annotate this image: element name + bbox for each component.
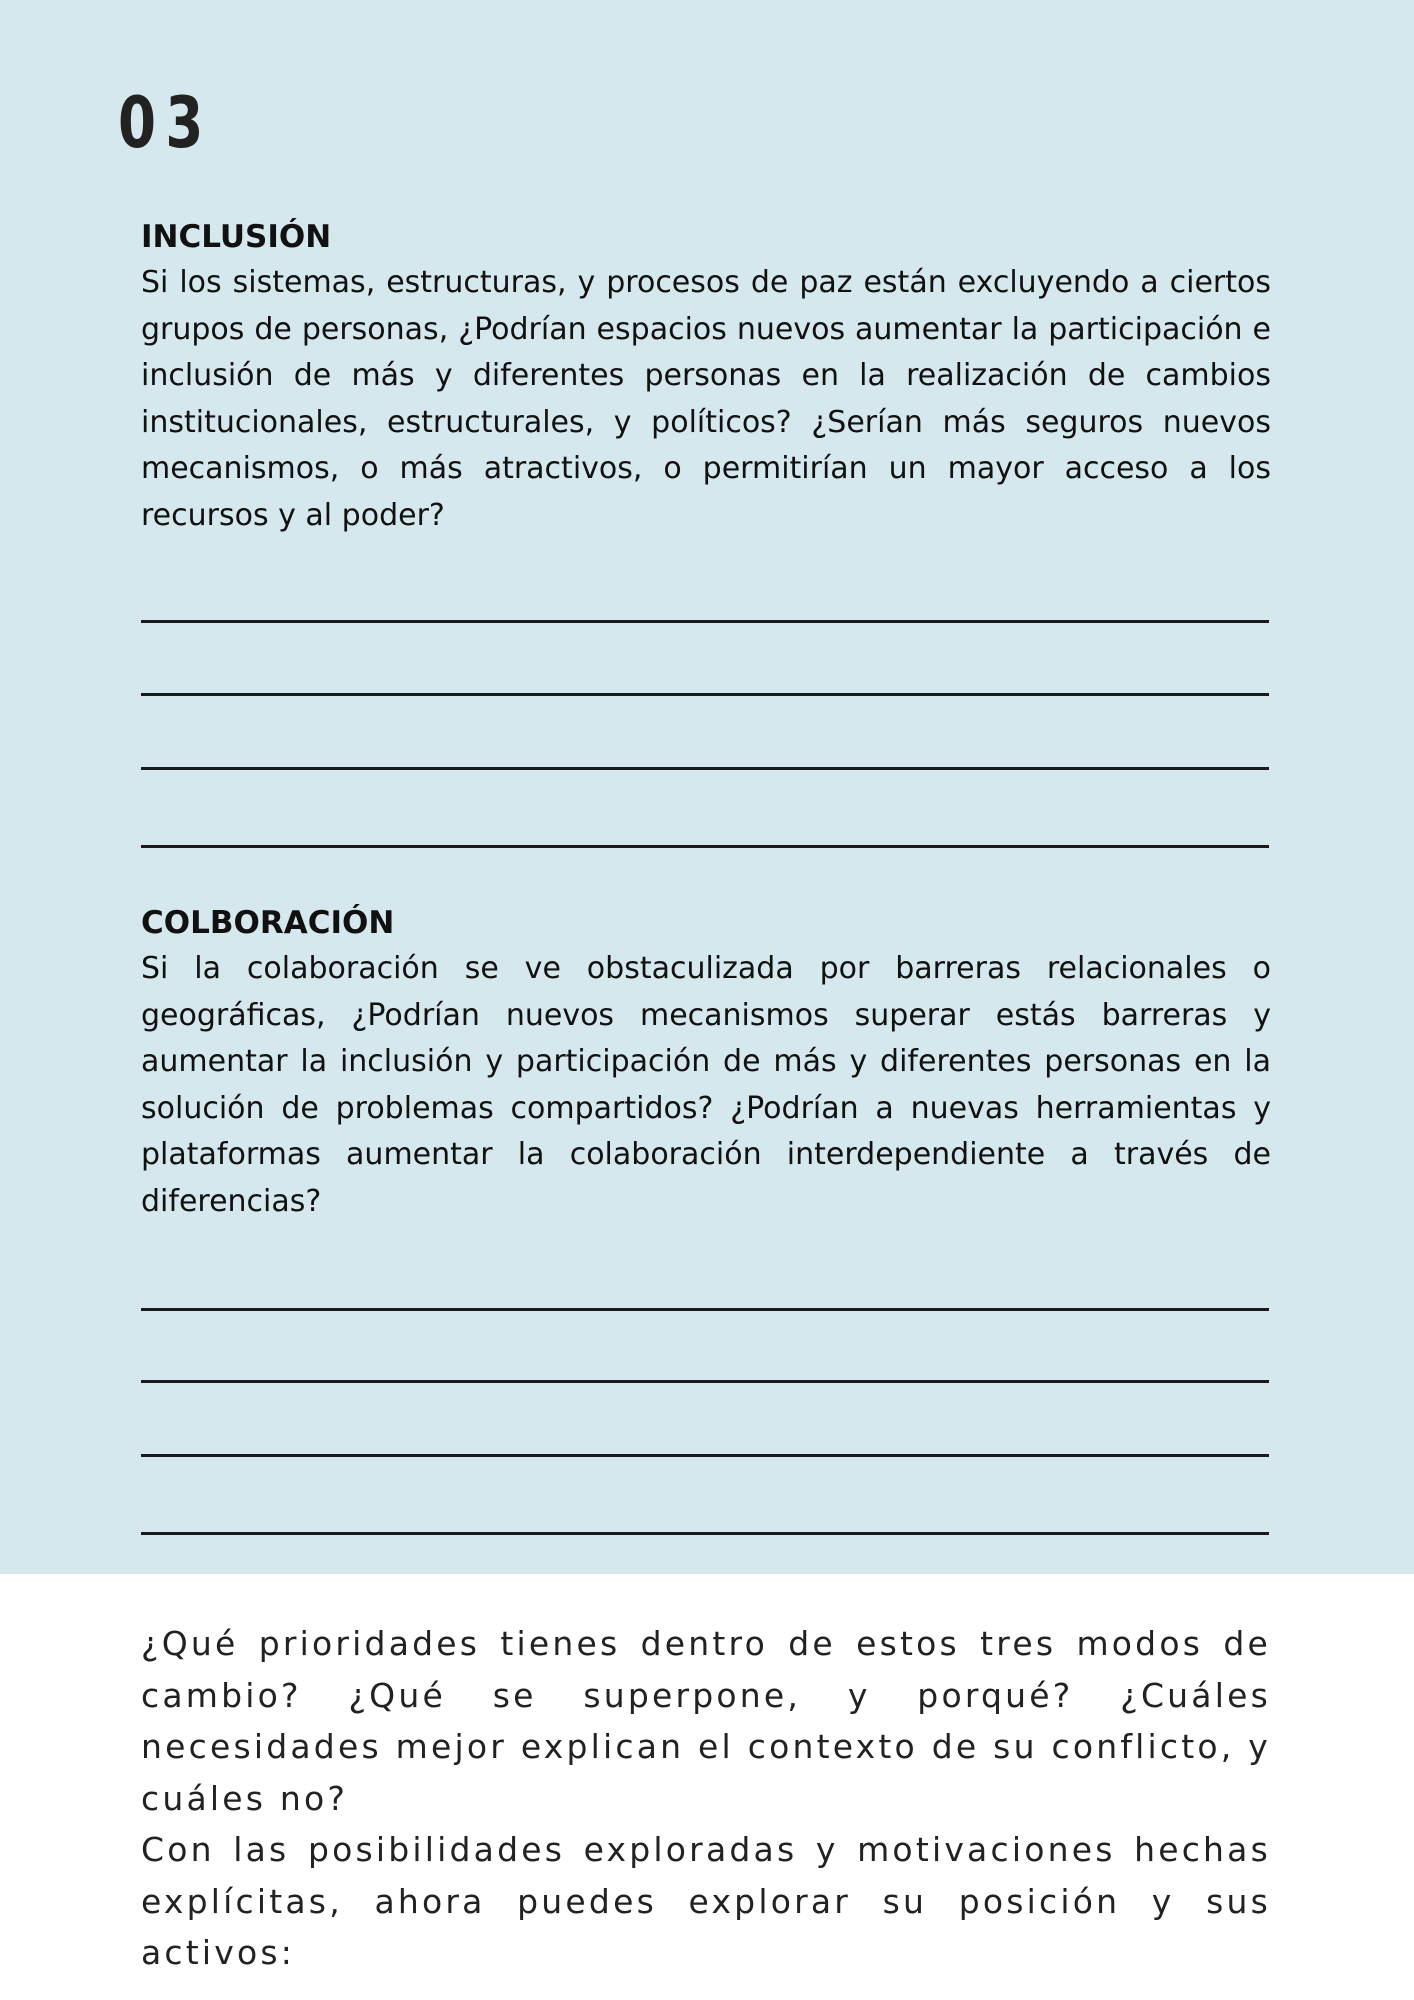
section-body: Si los sistemas, estructuras, y procesos de paz están excluyendo a ciertos grupos de personas, ¿Podrían espacios nuevos aumentar la participación e inclusión de más y diferentes personas en la realización de cambios institucionales, estructurales, y políticos? ¿Serían más seguros nuevos mecanismos, o más atractivos, o permitirían un mayor acceso a los recursos y al poder? <box>141 265 1271 533</box>
section-body: Si la colaboración se ve obstaculizada por barreras relacionales o geográficas, ¿Podrían nuevos mecanismos superar estás barreras y aumentar la inclusión y participación de más y diferentes personas en la solución de problemas compartidos? ¿Podrían a nuevas herramientas y plataformas aumentar la colaboración interdependiente a través de diferencias? <box>141 951 1271 1219</box>
page-number: 03 <box>118 82 213 164</box>
answer-line[interactable] <box>141 1454 1269 1457</box>
section-colaboracion <box>141 900 1271 1225</box>
answer-line[interactable] <box>141 620 1269 623</box>
answer-line[interactable] <box>141 1380 1269 1383</box>
answer-line[interactable] <box>141 767 1269 770</box>
section-inclusion <box>141 214 1271 539</box>
answer-line[interactable] <box>141 1308 1269 1311</box>
section-title: INCLUSIÓN <box>141 219 332 255</box>
closing-continuation: Con las posibilidades exploradas y motivaciones hechas explícitas, ahora puedes explorar su posición y sus activos: <box>141 1830 1271 1972</box>
answer-line[interactable] <box>141 693 1269 696</box>
answer-line[interactable] <box>141 845 1269 848</box>
closing-question: ¿Qué prioridades tienes dentro de estos tres modos de cambio? ¿Qué se superpone, y porqué? ¿Cuáles necesidades mejor explican el contexto de su conflicto, y cuáles no? <box>141 1624 1271 1818</box>
section-title: COLBORACIÓN <box>141 905 395 941</box>
answer-line[interactable] <box>141 1532 1269 1535</box>
